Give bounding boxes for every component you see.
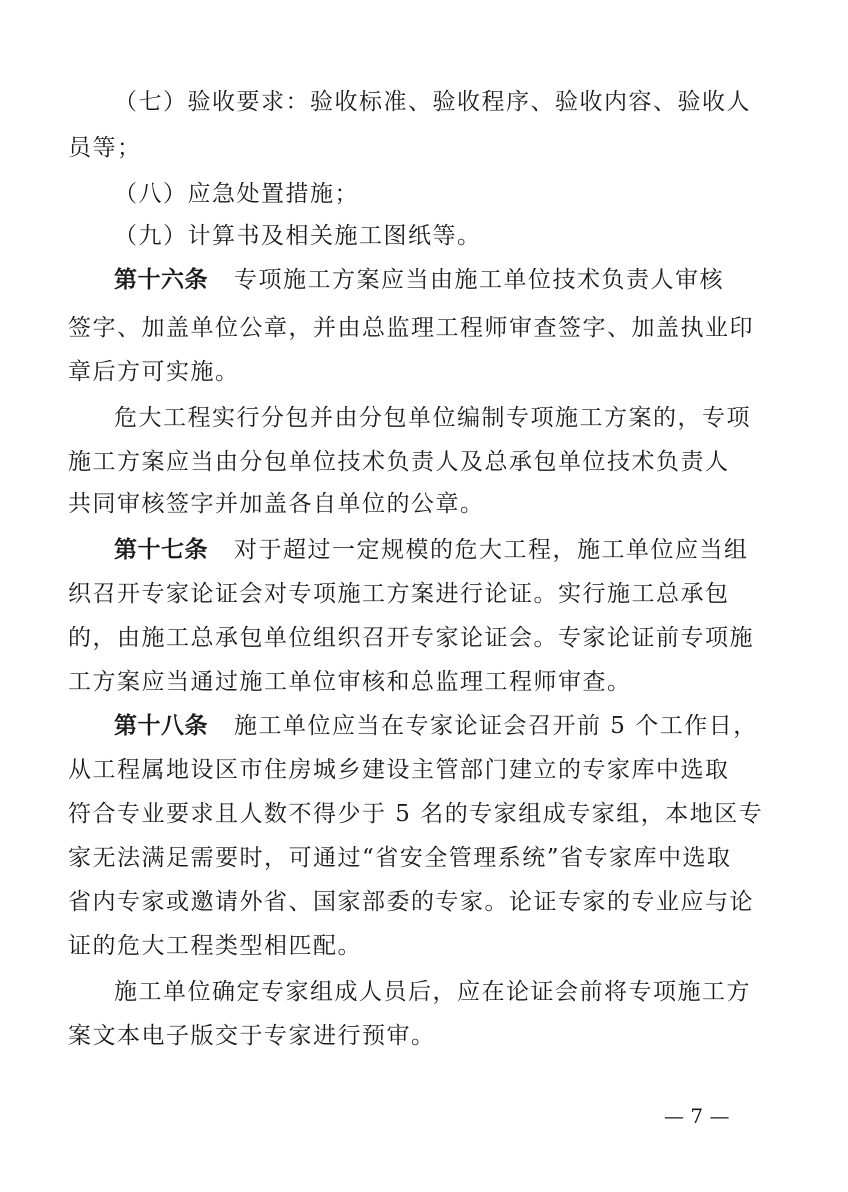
article-18-line-5: 省内专家或邀请外省、国家部委的专家。论证专家的专业应与论 — [68, 889, 754, 915]
subcontract-paragraph-line-3: 共同审核签字并加盖各自单位的公章。 — [68, 491, 485, 517]
article-18-heading: 第十八条 — [114, 713, 208, 739]
subcontract-paragraph-line-1: 危大工程实行分包并由分包单位编制专项施工方案的，专项 — [114, 405, 751, 431]
article-16-line-1 — [114, 264, 724, 296]
paragraph-item-9: （九）计算书及相关施工图纸等。 — [114, 223, 482, 249]
article-16-text: 专项施工方案应当由施工单位技术负责人审核 — [234, 267, 724, 293]
article-16-heading: 第十六条 — [114, 267, 208, 293]
page-number: — 7 — — [664, 1104, 730, 1128]
expert-group-paragraph-line-2: 案文本电子版交于专家进行预审。 — [68, 1023, 436, 1049]
article-17-line-2: 织召开专家论证会对专项施工方案进行论证。实行施工总承包 — [68, 581, 730, 607]
article-17-text: 对于超过一定规模的危大工程，施工单位应当组 — [234, 537, 749, 563]
article-17-line-4: 工方案应当通过施工单位审核和总监理工程师审查。 — [68, 669, 632, 695]
article-18-line-6: 证的危大工程类型相匹配。 — [68, 933, 362, 959]
article-18-text: 施工单位应当在专家论证会召开前 5 个工作日， — [234, 713, 758, 739]
article-18-line-3: 符合专业要求且人数不得少于 5 名的专家组成专家组，本地区专 — [68, 801, 764, 827]
article-18-line-1 — [114, 710, 758, 742]
paragraph-item-8: （八）应急处置措施； — [114, 181, 359, 207]
subcontract-paragraph-line-2: 施工方案应当由分包单位技术负责人及总承包单位技术负责人 — [68, 449, 730, 475]
expert-group-paragraph-line-1: 施工单位确定专家组成人员后，应在论证会前将专项施工方 — [114, 979, 751, 1005]
article-17-heading: 第十七条 — [114, 537, 208, 563]
article-18-line-4: 家无法满足需要时，可通过“省安全管理系统”省专家库中选取 — [68, 845, 732, 871]
paragraph-item-7-line-1: （七）验收要求：验收标准、验收程序、验收内容、验收人 — [114, 89, 751, 115]
paragraph-item-7-line-2: 员等； — [68, 135, 142, 161]
article-18-line-2: 从工程属地设区市住房城乡建设主管部门建立的专家库中选取 — [68, 757, 730, 783]
article-16-line-2: 签字、加盖单位公章，并由总监理工程师审查签字、加盖执业印 — [68, 315, 754, 341]
article-16-line-3: 章后方可实施。 — [68, 359, 240, 385]
article-17-line-1 — [114, 534, 749, 566]
article-17-line-3: 的，由施工总承包单位组织召开专家论证会。专家论证前专项施 — [68, 625, 754, 651]
